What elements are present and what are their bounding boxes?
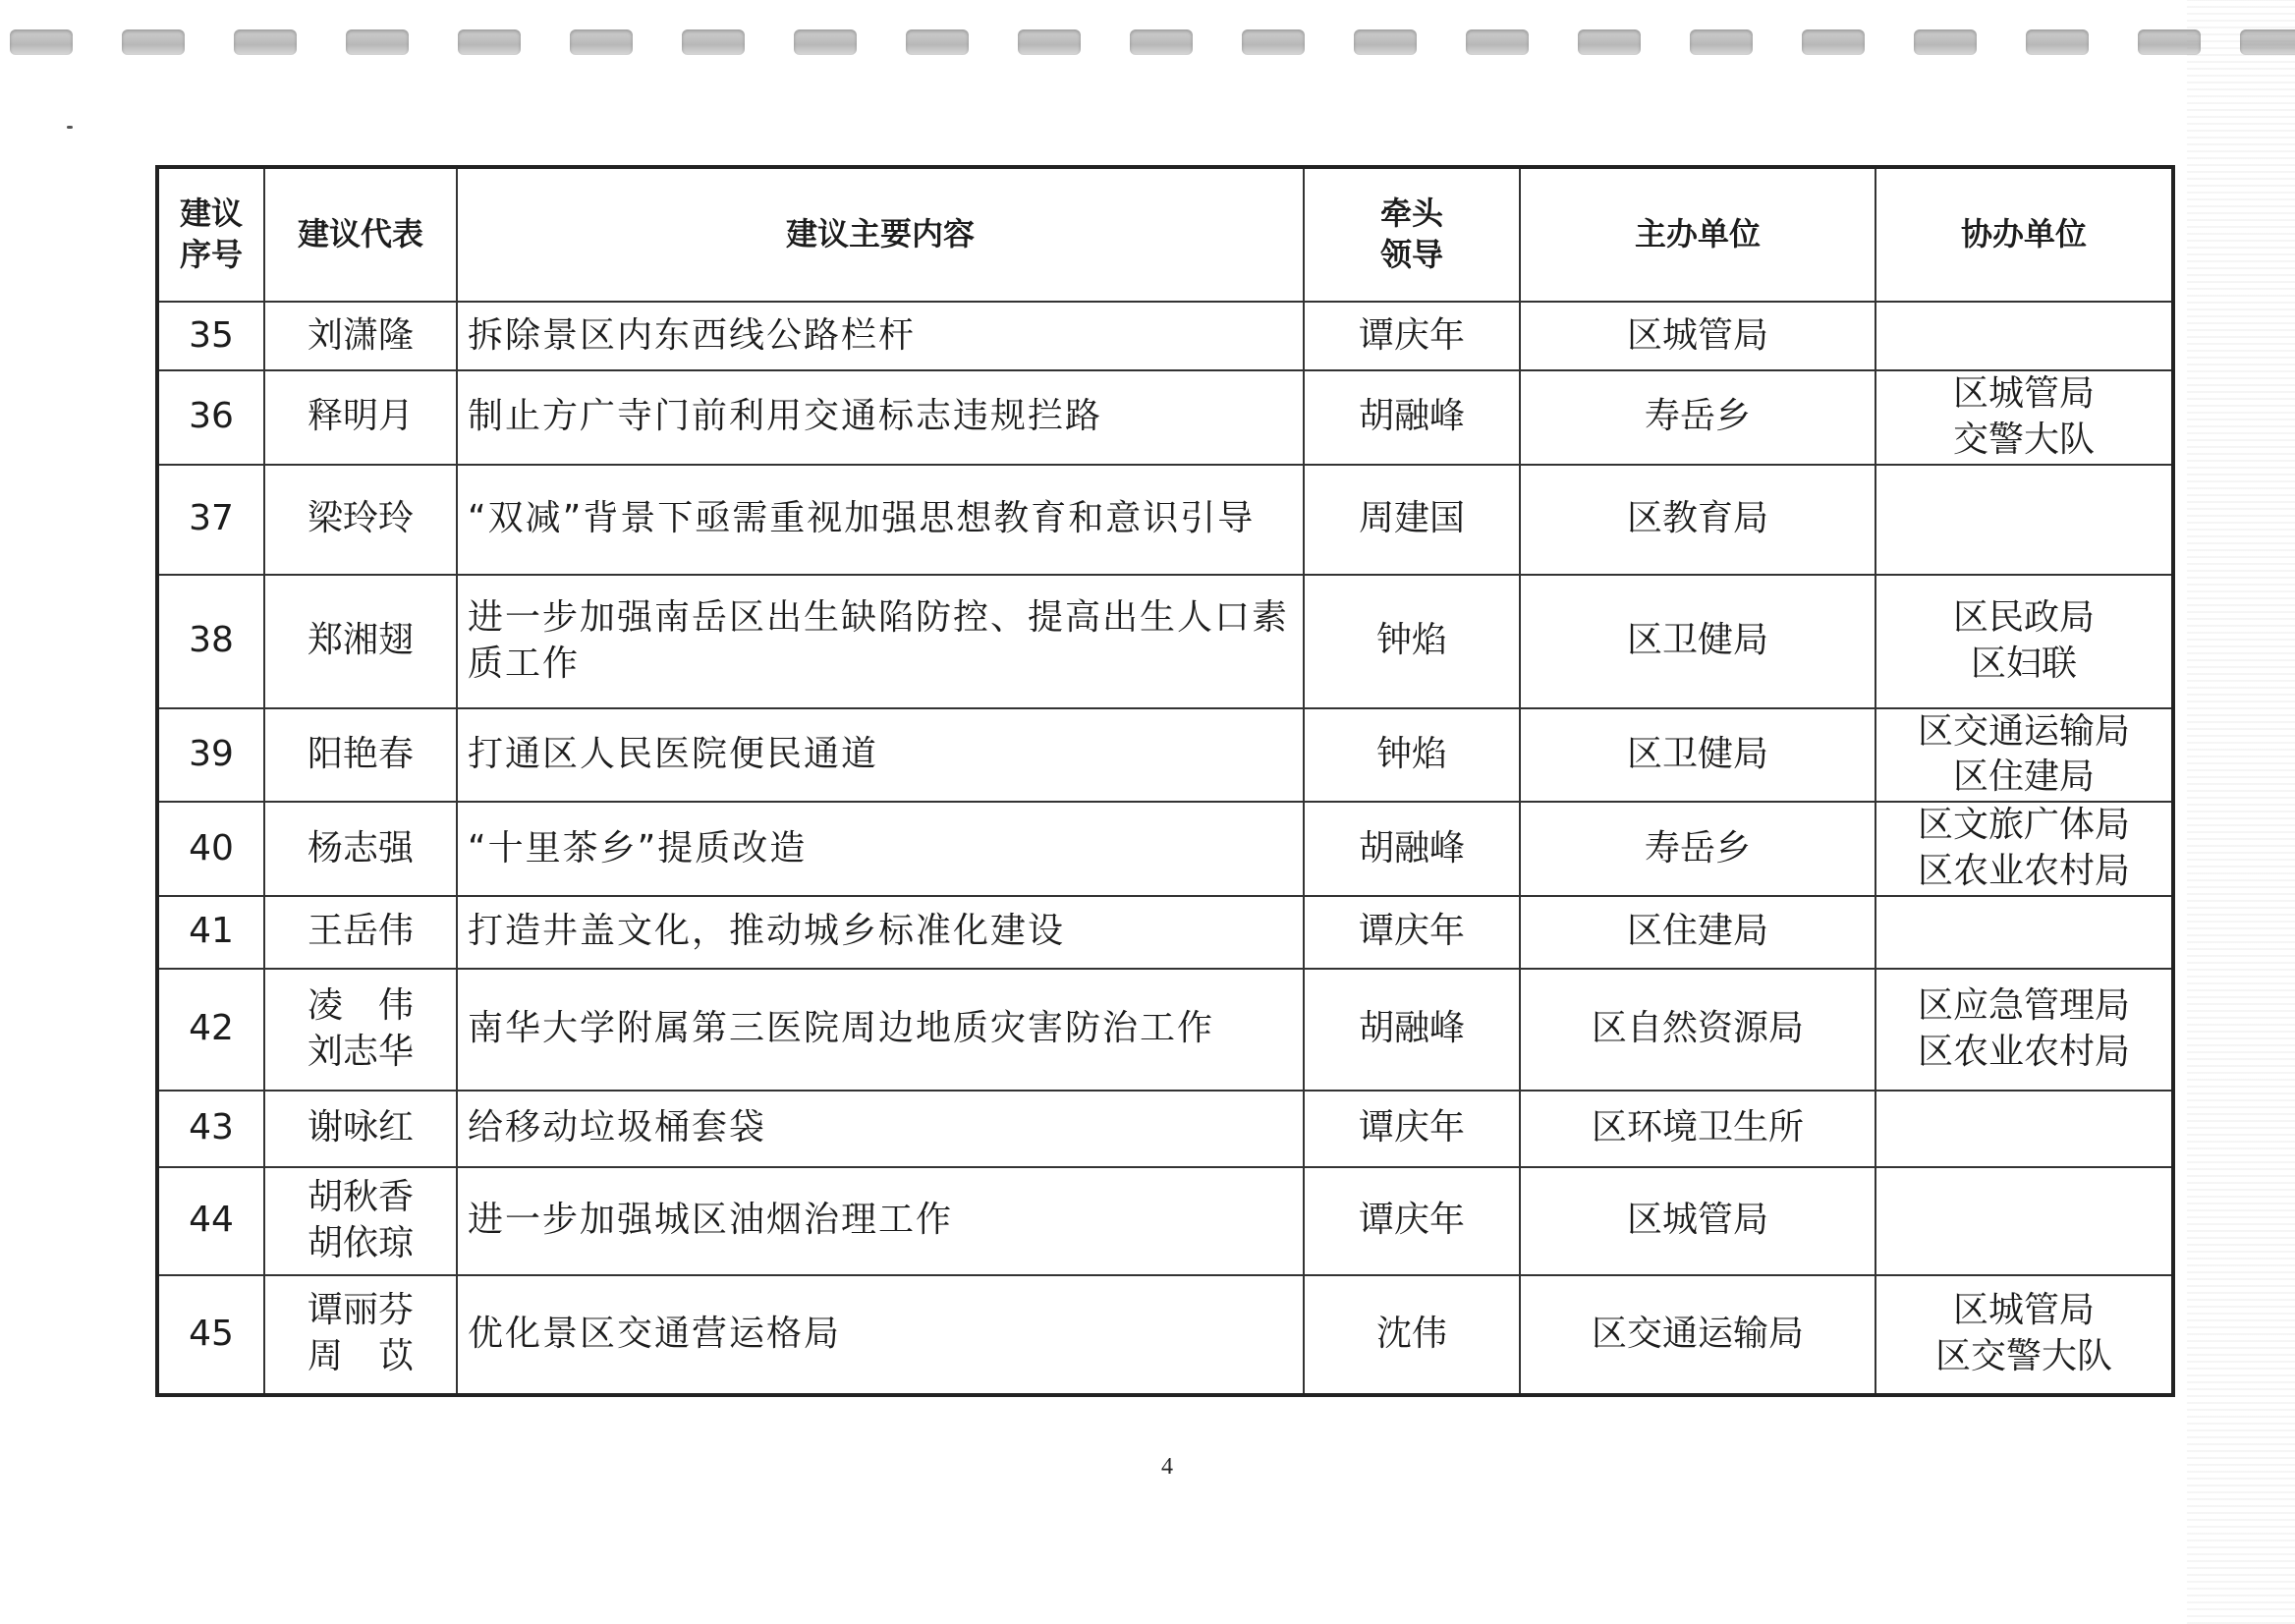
- header-rep: 建议代表: [264, 167, 457, 302]
- cell-main: 区城管局: [1520, 1167, 1875, 1275]
- table-body: [157, 302, 2173, 1395]
- assist-unit: 区农业农村局: [1917, 850, 2130, 891]
- cell-rep: [264, 370, 457, 465]
- rep-name: 刘志华: [307, 1031, 414, 1072]
- cell-lead: 钟焰: [1304, 708, 1520, 803]
- cell-content: 给移动垃圾桶套袋: [457, 1091, 1304, 1167]
- assist-unit: 区城管局: [1952, 1290, 2095, 1331]
- cell-main: 区环境卫生所: [1520, 1091, 1875, 1167]
- cell-main: 区卫健局: [1520, 575, 1875, 708]
- cell-seq: 38: [157, 575, 264, 708]
- binding-hole: [1578, 29, 1641, 55]
- cell-main: 区教育局: [1520, 465, 1875, 575]
- rep-name: 凌 伟: [307, 984, 414, 1026]
- cell-rep: [264, 969, 457, 1091]
- proposal-table: [155, 165, 2175, 1397]
- table-row: [157, 370, 2173, 465]
- cell-content: 进一步加强城区油烟治理工作: [457, 1167, 1304, 1275]
- cell-seq: 45: [157, 1275, 264, 1395]
- cell-lead: 胡融峰: [1304, 802, 1520, 896]
- cell-main: 区交通运输局: [1520, 1275, 1875, 1395]
- table-row: [157, 708, 2173, 803]
- scan-speck: [67, 126, 73, 129]
- cell-seq: 40: [157, 802, 264, 896]
- binding-hole: [346, 29, 409, 55]
- binding-hole: [2026, 29, 2089, 55]
- cell-assist: [1875, 575, 2173, 708]
- rep-name: 胡秋香: [307, 1176, 414, 1217]
- binding-holes-strip: [0, 29, 2295, 59]
- cell-seq: 42: [157, 969, 264, 1091]
- table-row: [157, 575, 2173, 708]
- cell-assist: [1875, 969, 2173, 1091]
- binding-hole: [1354, 29, 1417, 55]
- cell-lead: 谭庆年: [1304, 302, 1520, 370]
- cell-content: 南华大学附属第三医院周边地质灾害防治工作: [457, 969, 1304, 1091]
- assist-unit: 区应急管理局: [1917, 984, 2130, 1026]
- rep-name: 周 苡: [307, 1336, 414, 1377]
- cell-rep: [264, 896, 457, 969]
- cell-content: 制止方广寺门前利用交通标志违规拦路: [457, 370, 1304, 465]
- rep-name: 谭丽芬: [307, 1290, 414, 1331]
- assist-unit: 区农业农村局: [1917, 1031, 2130, 1072]
- cell-seq: 37: [157, 465, 264, 575]
- rep-name: 刘潇隆: [307, 314, 414, 356]
- cell-seq: 35: [157, 302, 264, 370]
- cell-content: 打造井盖文化，推动城乡标准化建设: [457, 896, 1304, 969]
- binding-hole: [1802, 29, 1865, 55]
- assist-unit: 区城管局: [1952, 373, 2095, 414]
- header-assist: 协办单位: [1875, 167, 2173, 302]
- binding-hole: [906, 29, 969, 55]
- binding-hole: [1914, 29, 1977, 55]
- cell-seq: 39: [157, 708, 264, 803]
- rep-name: 梁玲玲: [307, 498, 414, 539]
- cell-content: “双减”背景下亟需重视加强思想教育和意识引导: [457, 465, 1304, 575]
- table-row: [157, 969, 2173, 1091]
- assist-unit: 区文旅广体局: [1917, 805, 2130, 846]
- page-number: 4: [1161, 1454, 1173, 1480]
- header-main: 主办单位: [1520, 167, 1875, 302]
- cell-content: 拆除景区内东西线公路栏杆: [457, 302, 1304, 370]
- assist-unit: 区妇联: [1970, 643, 2077, 684]
- cell-seq: 43: [157, 1091, 264, 1167]
- header-seq: 建议 序号: [157, 167, 264, 302]
- cell-main: 区住建局: [1520, 896, 1875, 969]
- binding-hole: [10, 29, 73, 55]
- cell-assist: [1875, 708, 2173, 803]
- cell-lead: 胡融峰: [1304, 370, 1520, 465]
- cell-assist: [1875, 370, 2173, 465]
- rep-name: 王岳伟: [307, 911, 414, 952]
- assist-unit: 区民政局: [1952, 596, 2095, 638]
- binding-hole: [1130, 29, 1193, 55]
- cell-seq: 44: [157, 1167, 264, 1275]
- binding-hole: [1242, 29, 1305, 55]
- binding-hole: [458, 29, 521, 55]
- assist-unit: 区交警大队: [1934, 1336, 2112, 1377]
- cell-assist: [1875, 802, 2173, 896]
- cell-lead: 钟焰: [1304, 575, 1520, 708]
- cell-seq: 36: [157, 370, 264, 465]
- scan-noise-edge: [2187, 0, 2295, 1624]
- cell-assist: [1875, 465, 2173, 575]
- cell-assist: [1875, 1275, 2173, 1395]
- binding-hole: [682, 29, 745, 55]
- binding-hole: [570, 29, 633, 55]
- cell-lead: 谭庆年: [1304, 1167, 1520, 1275]
- cell-rep: [264, 708, 457, 803]
- cell-assist: [1875, 1167, 2173, 1275]
- rep-name: 谢咏红: [307, 1107, 414, 1148]
- cell-main: 区卫健局: [1520, 708, 1875, 803]
- assist-unit: 区交通运输局: [1917, 710, 2130, 752]
- assist-unit: 区住建局: [1952, 756, 2095, 798]
- binding-hole: [1466, 29, 1529, 55]
- cell-lead: 谭庆年: [1304, 896, 1520, 969]
- table-row: [157, 802, 2173, 896]
- header-lead: 牵头 领导: [1304, 167, 1520, 302]
- cell-lead: 谭庆年: [1304, 1091, 1520, 1167]
- rep-name: 释明月: [307, 396, 414, 437]
- header-content: 建议主要内容: [457, 167, 1304, 302]
- table-row: [157, 465, 2173, 575]
- rep-name: 郑湘翅: [307, 620, 414, 661]
- binding-hole: [1690, 29, 1753, 55]
- cell-rep: [264, 1167, 457, 1275]
- rep-name: 杨志强: [307, 827, 414, 868]
- cell-content: 进一步加强南岳区出生缺陷防控、提高出生人口素质工作: [457, 575, 1304, 708]
- cell-content: “十里茶乡”提质改造: [457, 802, 1304, 896]
- cell-rep: [264, 802, 457, 896]
- cell-rep: [264, 1275, 457, 1395]
- binding-hole: [234, 29, 297, 55]
- table-row: [157, 1167, 2173, 1275]
- cell-main: 区城管局: [1520, 302, 1875, 370]
- cell-lead: 沈伟: [1304, 1275, 1520, 1395]
- rep-name: 胡依琼: [307, 1222, 414, 1263]
- cell-assist: [1875, 896, 2173, 969]
- assist-unit: 交警大队: [1952, 419, 2095, 460]
- cell-rep: [264, 302, 457, 370]
- cell-content: 打通区人民医院便民通道: [457, 708, 1304, 803]
- table-row: [157, 302, 2173, 370]
- binding-hole: [1018, 29, 1081, 55]
- cell-main: 寿岳乡: [1520, 370, 1875, 465]
- cell-assist: [1875, 1091, 2173, 1167]
- cell-assist: [1875, 302, 2173, 370]
- cell-main: 寿岳乡: [1520, 802, 1875, 896]
- cell-rep: [264, 465, 457, 575]
- cell-seq: 41: [157, 896, 264, 969]
- cell-main: 区自然资源局: [1520, 969, 1875, 1091]
- cell-rep: [264, 1091, 457, 1167]
- cell-lead: 胡融峰: [1304, 969, 1520, 1091]
- table-row: [157, 1275, 2173, 1395]
- table-header-row: [157, 167, 2173, 302]
- table-row: [157, 1091, 2173, 1167]
- cell-content: 优化景区交通营运格局: [457, 1275, 1304, 1395]
- binding-hole: [794, 29, 857, 55]
- rep-name: 阳艳春: [307, 733, 414, 774]
- table-row: [157, 896, 2173, 969]
- cell-rep: [264, 575, 457, 708]
- binding-hole: [122, 29, 185, 55]
- cell-lead: 周建国: [1304, 465, 1520, 575]
